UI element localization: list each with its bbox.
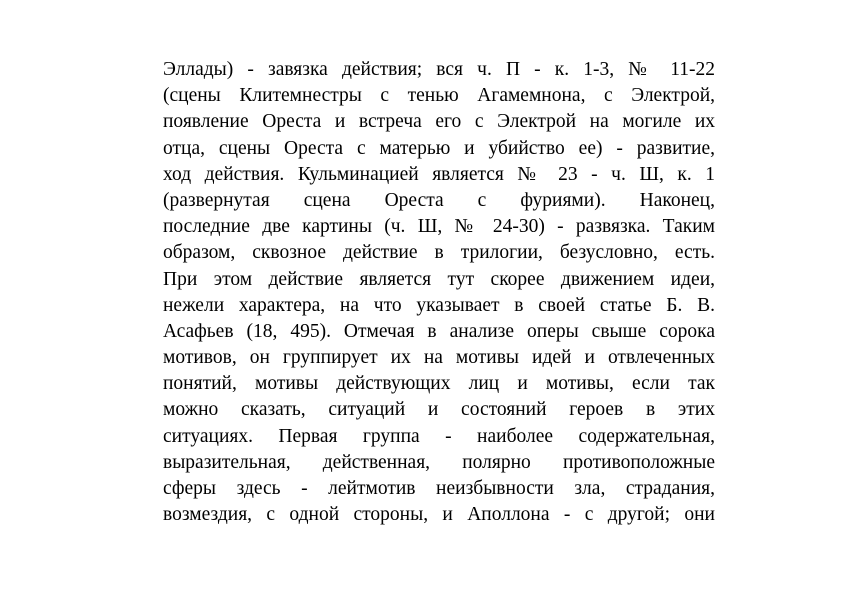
text-line: возмездия, с одной стороны, и Аполлона - с другой; они bbox=[163, 504, 715, 526]
text-line: можно сказать, ситуаций и состояний героев в этих bbox=[163, 399, 715, 421]
text-line: (развернутая сцена Ореста с фуриями). Наконец, bbox=[163, 189, 715, 211]
text-line: сферы здесь - лейтмотив неизбывности зла, страдания, bbox=[163, 478, 715, 499]
text-line: Эллады) - завязка действия; вся ч. П - к. 1-3, № 11-22 bbox=[163, 59, 715, 80]
text-line: (сцены Клитемнестры с тенью Агамемнона, с Электрой, bbox=[163, 85, 715, 107]
text-line: ситуациях. Первая группа - наиболее содержательная, bbox=[163, 425, 715, 447]
text-line: мотивов, он группирует их на мотивы идей и отвлеченных bbox=[163, 347, 715, 369]
text-line: появление Ореста и встреча его с Электрой на могиле их bbox=[163, 111, 715, 133]
text-line: понятий, мотивы действующих лиц и мотивы, если так bbox=[163, 373, 715, 395]
text-line: последние две картины (ч. Ш, № 24-30) - развязка. Таким bbox=[163, 216, 715, 238]
text-line: Асафьев (18, 495). Отмечая в анализе оперы свыше сорока bbox=[163, 320, 715, 342]
text-line: отца, сцены Ореста с матерью и убийство ее) - развитие, bbox=[163, 137, 715, 159]
body-text bbox=[163, 57, 715, 528]
text-line: выразительная, действенная, полярно противоположные bbox=[163, 451, 715, 473]
text-line: нежели характера, на что указывает в своей статье Б. В. bbox=[163, 294, 715, 316]
text-line: ход действия. Кульминацией является № 23 - ч. Ш, к. 1 bbox=[163, 163, 715, 185]
text-line: образом, сквозное действие в трилогии, безусловно, есть. bbox=[163, 242, 715, 264]
text-line: При этом действие является тут скорее движением идеи, bbox=[163, 268, 715, 290]
